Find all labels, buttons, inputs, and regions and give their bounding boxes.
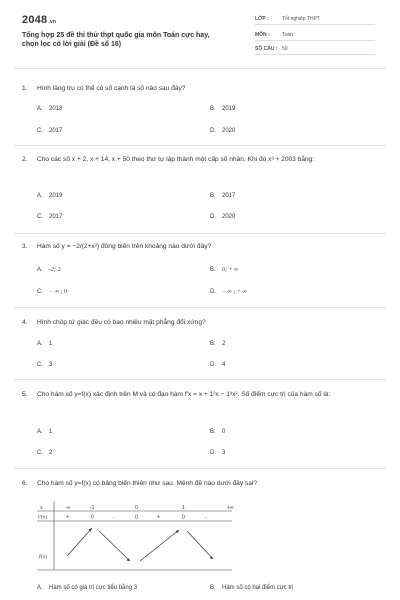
option-letter: B. xyxy=(210,106,216,112)
q5-option-c[interactable] xyxy=(37,450,52,456)
question-divider xyxy=(14,307,386,308)
question-text: Hình chóp tứ giác đều có bao nhiêu mặt phẳng đối xứng? xyxy=(37,319,206,326)
option-letter: B. xyxy=(210,193,216,199)
bbt-x-value: -∞ xyxy=(65,505,71,511)
bbt-fp-label: f'(x) xyxy=(38,514,48,521)
q4-option-b[interactable] xyxy=(210,341,225,347)
logo-sub-text: .vn xyxy=(48,19,57,25)
option-letter: B. xyxy=(210,429,216,435)
q3-option-c[interactable] xyxy=(37,289,67,295)
site-logo[interactable] xyxy=(22,14,56,26)
bbt-arrowheads xyxy=(89,528,214,561)
option-text: − ∞ ; 0 xyxy=(49,289,67,295)
option-text: 2019 xyxy=(49,193,63,199)
option-letter: C. xyxy=(37,289,43,295)
q1-option-a[interactable] xyxy=(37,106,62,112)
option-text: -2; 2 xyxy=(49,267,61,273)
option-text: 0 xyxy=(222,429,226,435)
option-text: Hàm số có hai điểm cực trị xyxy=(222,585,294,591)
q2-option-b[interactable] xyxy=(210,193,235,199)
option-text: 1 xyxy=(49,341,53,347)
bbt-x-label: x xyxy=(40,505,43,511)
q4-option-d[interactable] xyxy=(210,362,225,368)
option-text: 3 xyxy=(49,362,53,368)
bbt-arrows xyxy=(67,528,213,561)
bbt-x-value: 1 xyxy=(182,505,185,511)
q5-option-d[interactable] xyxy=(210,450,225,456)
q5-option-b[interactable] xyxy=(210,429,225,435)
meta-subject-label: MÔN : xyxy=(255,32,270,38)
document-title: Tổng hợp 25 đề thi thử thpt quốc gia môn Toán cực hay, chọn lọc có lời giải (Đề số 16) xyxy=(22,32,210,48)
question-divider xyxy=(14,379,386,380)
option-letter: A. xyxy=(37,585,43,591)
option-text: 2020 xyxy=(222,214,236,220)
option-text: 2 xyxy=(49,450,53,456)
question-number: 1. xyxy=(22,85,28,92)
q4-option-c[interactable] xyxy=(37,362,52,368)
option-text: 2017 xyxy=(49,128,63,134)
option-text: 2017 xyxy=(222,193,236,199)
option-text: 2019 xyxy=(222,106,236,112)
option-text: 2018 xyxy=(49,106,63,112)
option-letter: D. xyxy=(210,289,216,295)
option-letter: B. xyxy=(210,267,216,273)
q6-option-a[interactable] xyxy=(37,585,137,591)
bbt-x-value: +∞ xyxy=(227,505,234,511)
q2-option-c[interactable] xyxy=(37,214,62,220)
option-text: 3 xyxy=(222,450,226,456)
option-letter: D. xyxy=(210,214,216,220)
meta-grade-value: Tốt nghiệp THPT xyxy=(282,16,320,22)
question-divider xyxy=(14,468,386,469)
meta-subject xyxy=(255,30,375,41)
question-text: Hàm số y = −2/(2+x²) đồng biến trên khoảng nào dưới đây? xyxy=(37,243,212,250)
option-letter: D. xyxy=(210,362,216,368)
question-text: Cho hàm số y=f(x) có bảng biến thiên như sau. Mệnh đề nào dưới đây sai? xyxy=(37,480,258,487)
bbt-sign: + xyxy=(157,514,160,521)
option-letter: C. xyxy=(37,128,43,134)
option-letter: A. xyxy=(37,429,43,435)
q1-option-b[interactable] xyxy=(210,106,235,112)
bbt-f-label: f(x) xyxy=(39,554,48,560)
option-letter: B. xyxy=(210,341,216,347)
question-text: Hình lăng trụ có thể có số cạnh là số nào sau đây? xyxy=(37,85,186,92)
meta-count-label: SỐ CÂU : xyxy=(255,46,278,52)
q5-option-a[interactable] xyxy=(37,429,52,435)
option-text: 4 xyxy=(222,362,226,368)
q3-option-d[interactable] xyxy=(210,289,247,295)
option-text: − ∞ ; + ∞ xyxy=(222,289,247,295)
option-text: 2 xyxy=(222,341,226,347)
q4-option-a[interactable] xyxy=(37,341,52,347)
question-number: 2. xyxy=(22,156,28,163)
option-letter: D. xyxy=(210,450,216,456)
bbt-x-value: -1 xyxy=(90,505,95,511)
question-number: 4. xyxy=(22,319,28,326)
meta-grade xyxy=(255,14,375,25)
question-divider xyxy=(14,233,386,234)
option-letter: A. xyxy=(37,193,43,199)
question-number: 5. xyxy=(22,391,28,398)
option-text: Hàm số có giá trị cực tiểu bằng 3 xyxy=(49,585,138,591)
meta-grade-label: LỚP : xyxy=(255,16,269,22)
option-letter: D. xyxy=(210,128,216,134)
option-text: 0; + ∞ xyxy=(222,267,239,273)
variation-table-drawing xyxy=(37,501,232,575)
option-text: 2020 xyxy=(222,128,236,134)
option-letter: C. xyxy=(37,450,43,456)
q2-option-d[interactable] xyxy=(210,214,235,220)
logo-main-text: 2048 xyxy=(22,14,48,26)
bbt-x-value: 0 xyxy=(135,505,138,511)
option-letter: A. xyxy=(37,341,43,347)
bbt-sign: 0 xyxy=(91,514,94,521)
q2-option-a[interactable] xyxy=(37,193,62,199)
header-divider xyxy=(14,68,386,69)
question-divider xyxy=(14,145,386,146)
question-number: 3. xyxy=(22,243,28,250)
option-letter: B. xyxy=(210,585,216,591)
meta-count xyxy=(255,44,375,55)
meta-count-value: 50 xyxy=(282,46,288,52)
variation-table xyxy=(37,501,232,575)
bbt-sign: - xyxy=(205,514,207,521)
option-text: 1 xyxy=(49,429,53,435)
option-text: 2017 xyxy=(49,214,63,220)
option-letter: A. xyxy=(37,106,43,112)
question-text: Cho các số x + 2, x + 14, x + 50 theo thứ tự lập thành một cấp số nhân. Khi đó x³ + 2003 bằng: xyxy=(37,156,315,163)
q1-option-c[interactable] xyxy=(37,128,62,134)
option-letter: C. xyxy=(37,214,43,220)
q6-option-b[interactable] xyxy=(210,585,293,591)
bbt-sign: 0 xyxy=(135,514,138,521)
bbt-sign: + xyxy=(66,514,69,521)
q3-option-a[interactable] xyxy=(37,267,61,273)
meta-subject-value: Toán xyxy=(282,32,293,38)
option-letter: A. xyxy=(37,267,43,273)
q3-option-b[interactable] xyxy=(210,267,238,273)
question-number: 6. xyxy=(22,480,28,487)
q1-option-d[interactable] xyxy=(210,128,235,134)
question-text: Cho hàm số y=f(x) xác định trên M và có đạo hàm f'x = x + 1²x − 1³x². Số điểm cực trị của hàm số là: xyxy=(37,391,331,398)
document-header xyxy=(0,0,400,66)
bbt-sign: - xyxy=(113,514,115,521)
option-letter: C. xyxy=(37,362,43,368)
bbt-sign: 0 xyxy=(182,514,185,521)
